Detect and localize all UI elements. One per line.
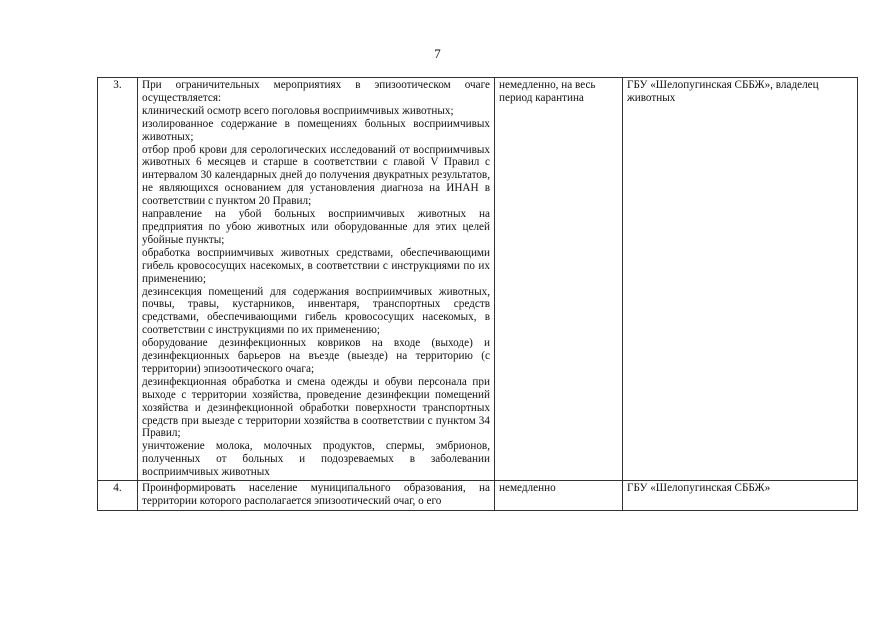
measures-cell	[138, 78, 495, 481]
measure-paragraph: направление на убой больных восприимчивых животных на предприятия по убою животных или оборудованные для этих целей убойные пункты;	[142, 208, 490, 246]
measure-paragraph: Проинформировать население муниципального образования, на территории которого располагается эпизоотический очаг, о его	[142, 482, 490, 507]
measure-paragraph: дезинсекция помещений для содержания восприимчивых животных, почвы, травы, кустарников, инвентаря, транспортных средств средствами, обеспечивающими гибель кровососущих насекомых, в соответствии с инструкциями по их применению;	[142, 285, 490, 337]
measure-paragraph: обработка восприимчивых животных средствами, обеспечивающими гибель кровососущих насекомых, в соответствии с инструкциями по их применению;	[142, 246, 490, 285]
row-number: 3.	[98, 78, 138, 481]
responsible-cell: ГБУ «Шелопугинская СББЖ», владелец животных	[623, 78, 858, 481]
measures-cell	[138, 481, 495, 511]
table-row	[98, 78, 858, 481]
deadline-cell: немедленно, на весь период карантина	[495, 78, 623, 481]
measure-paragraph: отбор проб крови для серологических исследований от восприимчивых животных 6 месяцев и старше в соответствии с главой V Правил с интервалом 30 календарных дней до получения двукратных результатов, не являющихся основанием для установления диагноза на ИНАН в соответствии с пунктом 20 Правил;	[142, 143, 490, 208]
measures-table	[97, 77, 858, 511]
measure-paragraph: При ограничительных мероприятиях в эпизоотическом очаге осуществляется:	[142, 79, 490, 104]
measure-paragraph: уничтожение молока, молочных продуктов, спермы, эмбрионов, полученных от больных и подозреваемых в заболевании восприимчивых животных	[142, 440, 490, 479]
row-number: 4.	[98, 481, 138, 511]
deadline-cell: немедленно	[495, 481, 623, 511]
measure-paragraph: оборудование дезинфекционных ковриков на входе (выходе) и дезинфекционных барьеров на въезде (выезде) на территорию (с территории) эпизоотического очага;	[142, 337, 490, 375]
table-row	[98, 481, 858, 511]
responsible-cell: ГБУ «Шелопугинская СББЖ»	[623, 481, 858, 511]
page-number: 7	[434, 46, 441, 61]
measure-paragraph: клинический осмотр всего поголовья восприимчивых животных;	[142, 104, 454, 117]
measure-paragraph: изолированное содержание в помещениях больных восприимчивых животных;	[142, 117, 490, 143]
measure-paragraph: дезинфекционная обработка и смена одежды и обуви персонала при выходе с территории хозяйства, проведение дезинфекции помещений хозяйства и дезинфекционной обработки поверхности транспортных средств при выезде с территории хозяйства в соответствии с пунктом 34 Правил;	[142, 375, 490, 440]
